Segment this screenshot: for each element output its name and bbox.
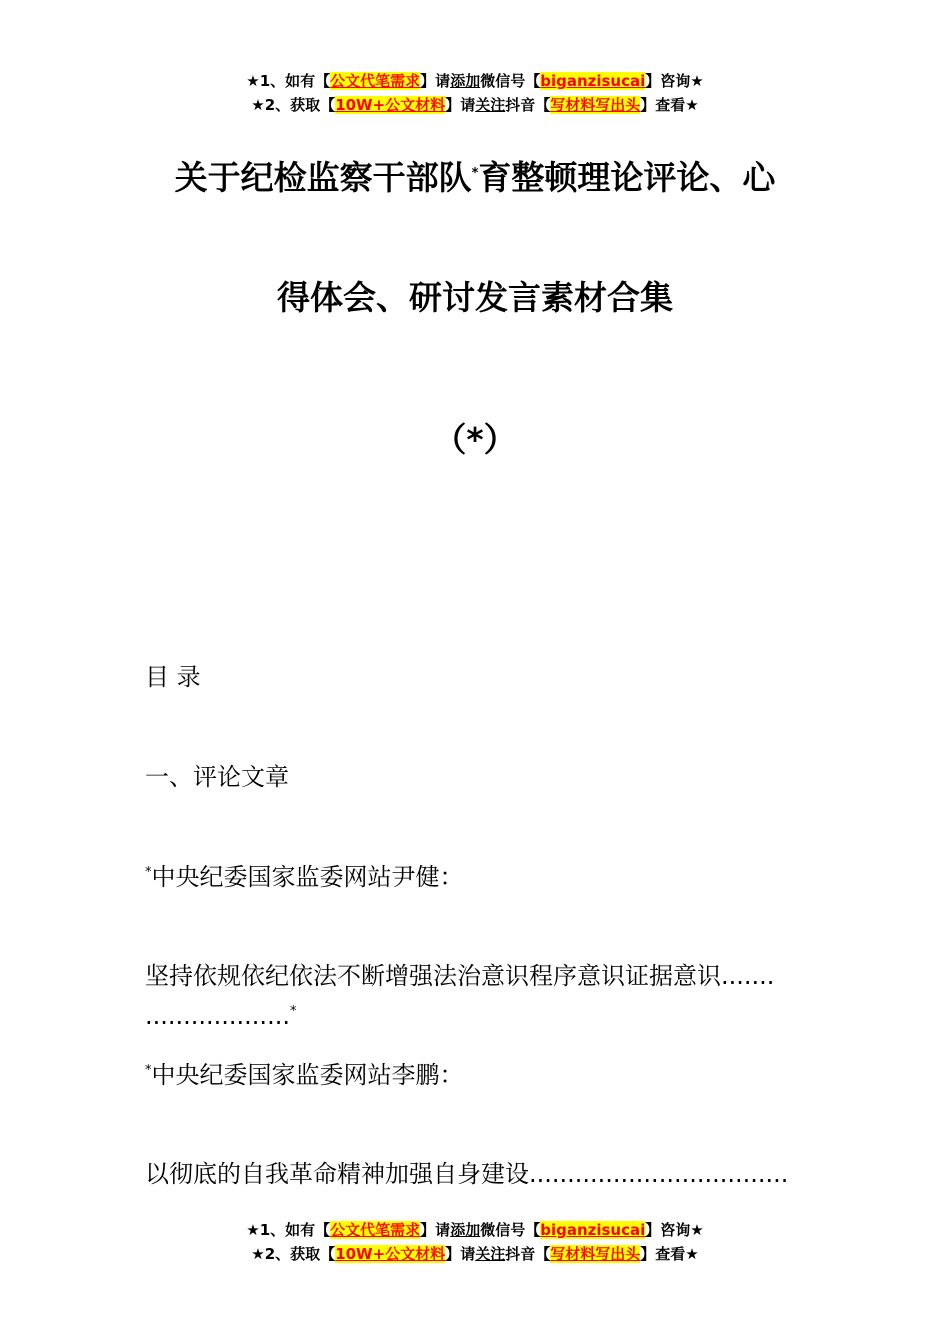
- banner-line-1: ★1、如有【公文代笔需求】请添加微信号【biganzisucai】咨询★: [246, 72, 704, 90]
- banner-line-2: ★2、获取【10W+公文材料】请关注抖音【写材料写出头】查看★: [251, 96, 699, 114]
- toc-item-2-title: 以彻底的自我革命精神加强自身建设..................................: [145, 1160, 789, 1188]
- banner-highlight: 10W+公文材料: [335, 1245, 446, 1263]
- banner-wechat-id: biganzisucai: [540, 1221, 646, 1239]
- toc-section-1: 一、评论文章: [145, 763, 289, 791]
- toc-item-1-page: *: [289, 1004, 297, 1019]
- toc-item-1-dots: ...................*: [145, 1002, 297, 1030]
- toc-item-2-author: *中央纪委国家监委网站李鹏：: [145, 1061, 464, 1089]
- banner-douyin-id: 写材料写出头: [550, 96, 641, 114]
- document-title-line-3: （*）: [433, 420, 517, 459]
- banner-highlight: 公文代笔需求: [330, 72, 421, 90]
- toc-item-1-title: 坚持依规依纪依法不断增强法治意识程序意识证据意识.......: [145, 962, 775, 990]
- toc-heading: 目 录: [145, 663, 201, 691]
- banner-line-2: ★2、获取【10W+公文材料】请关注抖音【写材料写出头】查看★: [251, 1245, 699, 1263]
- banner-wechat-id: biganzisucai: [540, 72, 646, 90]
- banner-line-1: ★1、如有【公文代笔需求】请添加微信号【biganzisucai】咨询★: [246, 1221, 704, 1239]
- banner-douyin-id: 写材料写出头: [550, 1245, 641, 1263]
- bottom-banner: [0, 1218, 950, 1266]
- document-title-line-1: 关于纪检监察干部队*育整顿理论评论、心: [174, 158, 776, 197]
- banner-highlight: 公文代笔需求: [330, 1221, 421, 1239]
- toc-item-1-author: *中央纪委国家监委网站尹健：: [145, 863, 464, 891]
- top-banner: [0, 69, 950, 117]
- document-title-line-2: 得体会、研讨发言素材合集: [277, 278, 673, 317]
- banner-highlight: 10W+公文材料: [335, 96, 446, 114]
